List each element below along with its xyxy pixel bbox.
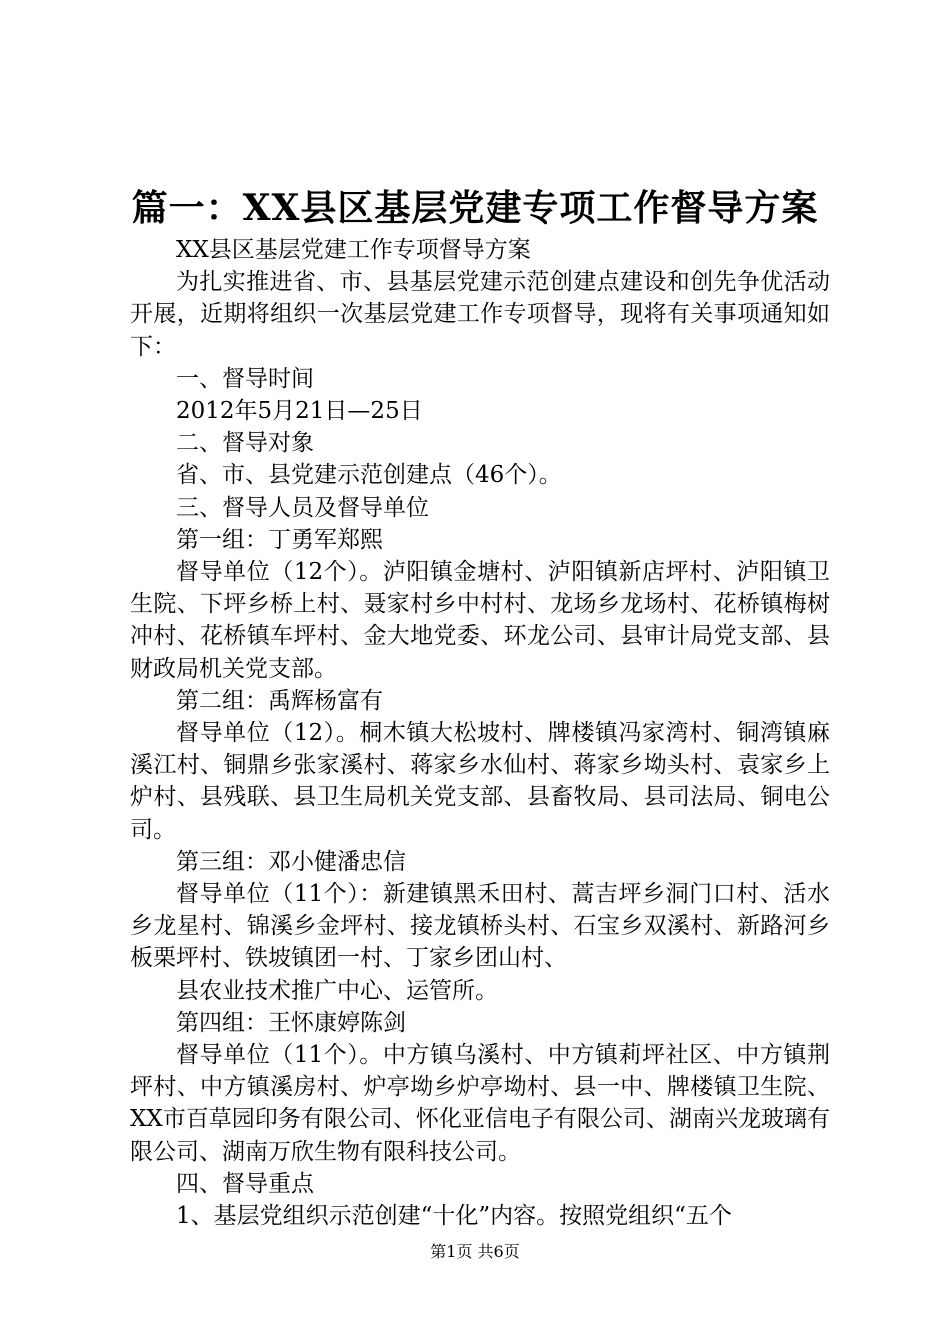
section-heading: 一、督导时间 — [176, 365, 314, 392]
group-heading: 第二组：禹辉杨富有 — [176, 687, 383, 714]
group-heading: 第一组：丁勇军郑熙 — [176, 526, 383, 553]
paragraph: 省、市、县党建示范创建点（46个）。 — [176, 462, 562, 489]
section-heading: 四、督导重点 — [176, 1170, 314, 1197]
paragraph: 督导单位（11个）：新建镇黑禾田村、蒿吉坪乡洞门口村、活水乡龙星村、锦溪乡金坪村、接龙镇桥头村、石宝乡双溪村、新路河乡板栗坪村、铁坡镇团一村、丁家乡团山村、 — [130, 881, 830, 972]
paragraph: XX县区基层党建工作专项督导方案 — [176, 237, 531, 263]
paragraph: 2012年5月21日—25日 — [176, 398, 423, 425]
page-footer: 第1页 共6页 — [430, 1242, 520, 1261]
group-heading: 第四组：王怀康婷陈剑 — [176, 1009, 406, 1036]
paragraph: 为扎实推进省、市、县基层党建示范创建点建设和创先争优活动开展，近期将组织一次基层党建工作专项督导，现将有关事项通知如下： — [130, 269, 830, 360]
document-title: 篇一：XX县区基层党建专项工作督导方案 — [131, 187, 819, 229]
section-heading: 三、督导人员及督导单位 — [176, 494, 429, 521]
paragraph: 督导单位（12个）。泸阳镇金塘村、泸阳镇新店坪村、泸阳镇卫生院、下坪乡桥上村、聂家村乡中村村、龙场乡龙场村、花桥镇梅树冲村、花桥镇车坪村、金大地党委、环龙公司、县审计局党支部、县财政局机关党支部。 — [130, 559, 830, 682]
section-heading: 二、督导对象 — [176, 430, 314, 457]
paragraph: 督导单位（11个）。中方镇乌溪村、中方镇莉坪社区、中方镇荆坪村、中方镇溪房村、炉亭坳乡炉亭坳村、县一中、牌楼镇卫生院、XX市百草园印务有限公司、怀化亚信电子有限公司、湖南兴龙玻璃有限公司、湖南万欣生物有限科技公司。 — [130, 1042, 830, 1165]
document-body — [130, 234, 830, 1232]
paragraph: 督导单位（12）。桐木镇大松坡村、牌楼镇冯家湾村、铜湾镇麻溪江村、铜鼎乡张家溪村、蒋家乡水仙村、蒋家乡坳头村、袁家乡上炉村、县残联、县卫生局机关党支部、县畜牧局、县司法局、铜电公司。 — [130, 720, 830, 843]
paragraph: 1、基层党组织示范创建“十化”内容。按照党组织“五个 — [176, 1203, 732, 1230]
group-heading: 第三组：邓小健潘忠信 — [176, 848, 406, 875]
paragraph: 县农业技术推广中心、运管所。 — [176, 977, 498, 1004]
